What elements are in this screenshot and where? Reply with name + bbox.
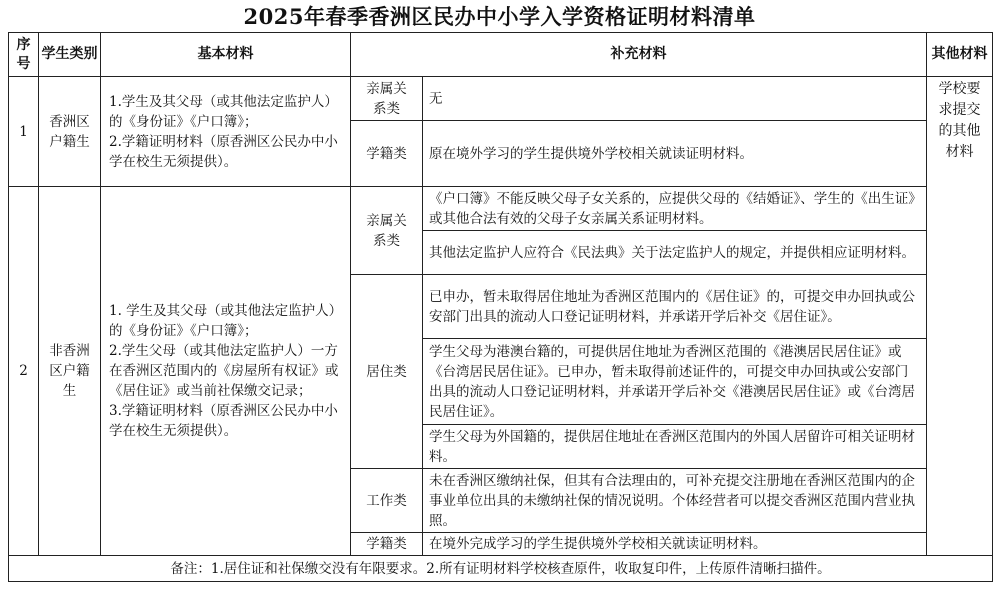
row2-school-type: 学籍类 (351, 533, 423, 556)
header-other: 其他材料 (927, 33, 993, 77)
row2-residence-text: 学生父母为港澳台籍的，可提供居住地址为香洲区范围的《港澳居民居住证》或《台湾居民居住证》。已申办，暂未取得前述证件的，可提交申办回执或公安部门出具的流动人口登记证明材料，并承诺开学后补交《港澳居民居住证》或《台湾居民居住证》。 (423, 339, 927, 425)
row2-no: 2 (9, 187, 39, 556)
row1-sub-type: 亲属关系类 (351, 77, 423, 121)
row2-work-text: 未在香洲区缴纳社保，但其有合法理由的，可补充提交注册地在香洲区范围内的企事业单位出具的未缴纳社保的情况说明。个体经营者可以提交香洲区范围内营业执照。 (423, 469, 927, 533)
row1-no: 1 (9, 77, 39, 187)
row1-basic-text (109, 92, 342, 172)
row2-category: 非香洲区户籍生 (39, 187, 101, 556)
row1-category: 香洲区户籍生 (39, 77, 101, 187)
row2-work-type: 工作类 (351, 469, 423, 533)
row2-residence-type: 居住类 (351, 275, 423, 469)
row2-basic-text (109, 301, 342, 441)
note-text: 备注：1.居住证和社保缴交没有年限要求。2.所有证明材料学校核查原件，收取复印件，上传原件清晰扫描件。 (9, 556, 993, 582)
materials-table (8, 32, 993, 582)
note-row (9, 556, 993, 582)
row2-basic-materials (101, 187, 351, 556)
header-no: 序号 (9, 33, 39, 77)
row2-residence-text: 学生父母为外国籍的，提供居住地址在香洲区范围内的外国人居留许可相关证明材料。 (423, 425, 927, 469)
header-category: 学生类别 (39, 33, 101, 77)
row2-relative-text: 《户口簿》不能反映父母子女关系的，应提供父母的《结婚证》、学生的《出生证》或其他合法有效的父母子女亲属关系证明材料。 (423, 187, 927, 231)
other-material-cell (927, 77, 993, 556)
other-material-text: 学校要求提交的其他材料 (938, 81, 981, 160)
row1-sub-text: 原在境外学习的学生提供境外学校相关就读证明材料。 (423, 121, 927, 187)
basic-material-item: 1. 学生及其父母（或其他法定监护人）的《身份证》《户口簿》； (109, 303, 336, 339)
row2-residence-text: 已申办，暂未取得居住地址为香洲区范围内的《居住证》的，可提交申办回执或公安部门出具的流动人口登记证明材料，并承诺开学后补交《居住证》。 (423, 275, 927, 339)
row2-relative-text: 其他法定监护人应符合《民法典》关于法定监护人的规定，并提供相应证明材料。 (423, 231, 927, 275)
basic-material-item: 3.学籍证明材料（原香洲区公民办中小学在校生无须提供）。 (109, 403, 338, 439)
header-row (9, 33, 993, 77)
basic-material-item: 2.学籍证明材料（原香洲区公民办中小学在校生无须提供）。 (109, 133, 338, 170)
table-row (9, 77, 993, 121)
row1-sub-type: 学籍类 (351, 121, 423, 187)
row2-school-text: 在境外完成学习的学生提供境外学校相关就读证明材料。 (423, 533, 927, 556)
header-supplement: 补充材料 (351, 33, 927, 77)
row2-relative-type: 亲属关系类 (351, 187, 423, 275)
table-row (9, 187, 993, 231)
page-title: 2025年春季香洲区民办中小学入学资格证明材料清单 (243, 4, 756, 29)
row1-sub-text: 无 (423, 77, 927, 121)
basic-material-item: 1.学生及其父母（或其他法定监护人）的《身份证》《户口簿》； (109, 93, 338, 130)
row1-basic-materials (101, 77, 351, 187)
header-basic: 基本材料 (101, 33, 351, 77)
basic-material-item: 2.学生父母（或其他法定监护人）一方在香洲区范围内的《房屋所有权证》或《居住证》或当前社保缴交记录； (109, 343, 339, 399)
